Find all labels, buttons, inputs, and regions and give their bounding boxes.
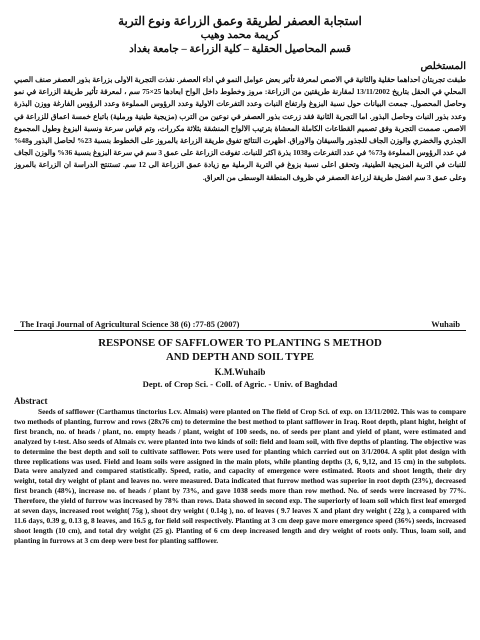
english-affiliation: Dept. of Crop Sci. - Coll. of Agric. - Univ. of Baghdad [142, 379, 338, 389]
arabic-author: كريمة محمد وهيب [200, 30, 280, 41]
arabic-title: استجابة العصفر لطريقة وعمق الزراعة ونوع التربة [118, 14, 362, 28]
arabic-affiliation: قسم المحاصيل الحقلية – كلية الزراعة – جامعة بغداد [129, 44, 351, 55]
arabic-abstract-body: طبقت تجربتان احداهما حقلية والثانية في الاصص لمعرفة تأثير بعض عوامل النمو في اداء العصفر. نفذت التجربة الاولى بزراعة بذور العصفر صنف الصبي المحلي في الحقل بتاريخ 13/11/2002 لمقارنة طريقتين من الزراعة: مروز وخطوط داخل الواح ابعادها 25×75 سم ، لمعرفة تأثير طريقة الزراعة في نمو وحاصل المحصول. جمعت البيانات حول نسبة البزوغ وارتفاع النبات وعدد التفرعات الاولية وعدد الرؤوس المملوءة وعدد الرؤوس الفارغة ووزن البذرة وعدد بذور النبات وحاصل البذور. اما التجربة الثانية فقد زرعت بذور العصفر في نوعين من الترب (مزيجية طينية ورملية) باتباع خمسة اعماق للزراعة في الاصص. صممت التجربة وفق تصميم القطاعات الكاملة المعشاة بترتيب الالواح المنشقة بثلاثة مكررات، وتم قياس سرعة ونسبة البزوغ وطول المجموع الجذري والخضري والوزن الجاف للجذور والسيقان والاوراق. اظهرت النتائج تفوق طريقة الزراعة بالمروز على الخطوط بنسبة 23% لحاصل البذور و48% في عدد الرؤوس المملوءة و73% في عدد التفرعات و1038 بذرة اكثر للنبات. تفوقت الزراعة على عمق 3 سم في سرعة البزوغ بنسبة 36% والوزن الجاف للنبات في التربة المزيجية الطينية، وتحقق اعلى نسبة بزوغ في التربة الرملية مع زيادة عمق الزراعة الى 12 سم. تستنتج الدراسة ان الزراعة بالمروز وعلى عمق 3 سم افضل طريقة لزراعة العصفر في ظروف المنطقة الوسطى من العراق. [14, 75, 466, 182]
english-abstract-heading: Abstract [14, 396, 48, 406]
journal-header [14, 320, 466, 331]
english-title-line-1: RESPONSE OF SAFFLOWER TO PLANTING S METHOD [98, 337, 382, 349]
english-title [14, 336, 466, 364]
journal-author-short: Wuhaib [431, 320, 460, 329]
english-title-line-2: AND DEPTH AND SOIL TYPE [166, 351, 314, 363]
english-abstract-body: Seeds of safflower (Carthamus tinctorius Lcv. Almais) were planted on The field of Crop Sci. of exp. on 13/11/2002. This was to compare two methods of planting, furrow and rows (28x76 cm) to determine the best method to plant safflower in Iraq. Root depth, plant hight, height of first branch, no. of heads / plant, no. empty heads / plant, weight of 100 seeds, no. of seeds per plant and yield of plant, were estimated and analyzed by t-test. Also seeds of Almais cv. were planted into two kinds of soil: field and loam soil, with five depths of planting. The objective was to determine the best depth and soil to cultivate safflower. Pots were used for planting which carried out on 3/1/2004. A split plot design with three replications was used. Field and loam soils were assigned in the main plots, while planting depths (3, 6, 9,12, and 15 cm) in the subplots. Data were analyzed and compared statistically. Speed, ratio, and capacity of emergence were estimated. Roots and shoot length, their dry weight, total dry weight of plant and leaves no. were measured. Data indicated that furrow method was superior in root depth (23%), decreased first branch (48%), increase no. of heads / plant by 73%, and gave 1038 seeds more than row method. No. of seeds were increased by 77%. Therefore, the yield of furrow was increased by 78% than rows. Data showed in second exp. The superiorly of loam soil which first leaf emerged at seven days, increased root weight( 75g ), shoot dry weight ( 0.14g ), no. of leaves ( 9.7 leaves X and plant dry weight ( 22g ), a compared with 11.6 days, 0.39 g, 0.13 g, 8 leaves, and 16.5 g, for field soil respectively. Planting at 3 cm deep gave more emergence speed (36%) seeds, increased shoot length (10 cm), and total dry weight (25 g). Planting of 6 cm deep increased length and dry weight of roots only. Thus, loam soil, and planting in furrows at 3 cm deep were best for planting safflower. [14, 407, 466, 545]
journal-citation: The Iraqi Journal of Agricultural Science 38 (6) :77-85 (2007) [20, 320, 240, 329]
arabic-abstract-heading: المستخلص [420, 61, 466, 72]
english-author: K.M.Wuhaib [214, 367, 266, 377]
